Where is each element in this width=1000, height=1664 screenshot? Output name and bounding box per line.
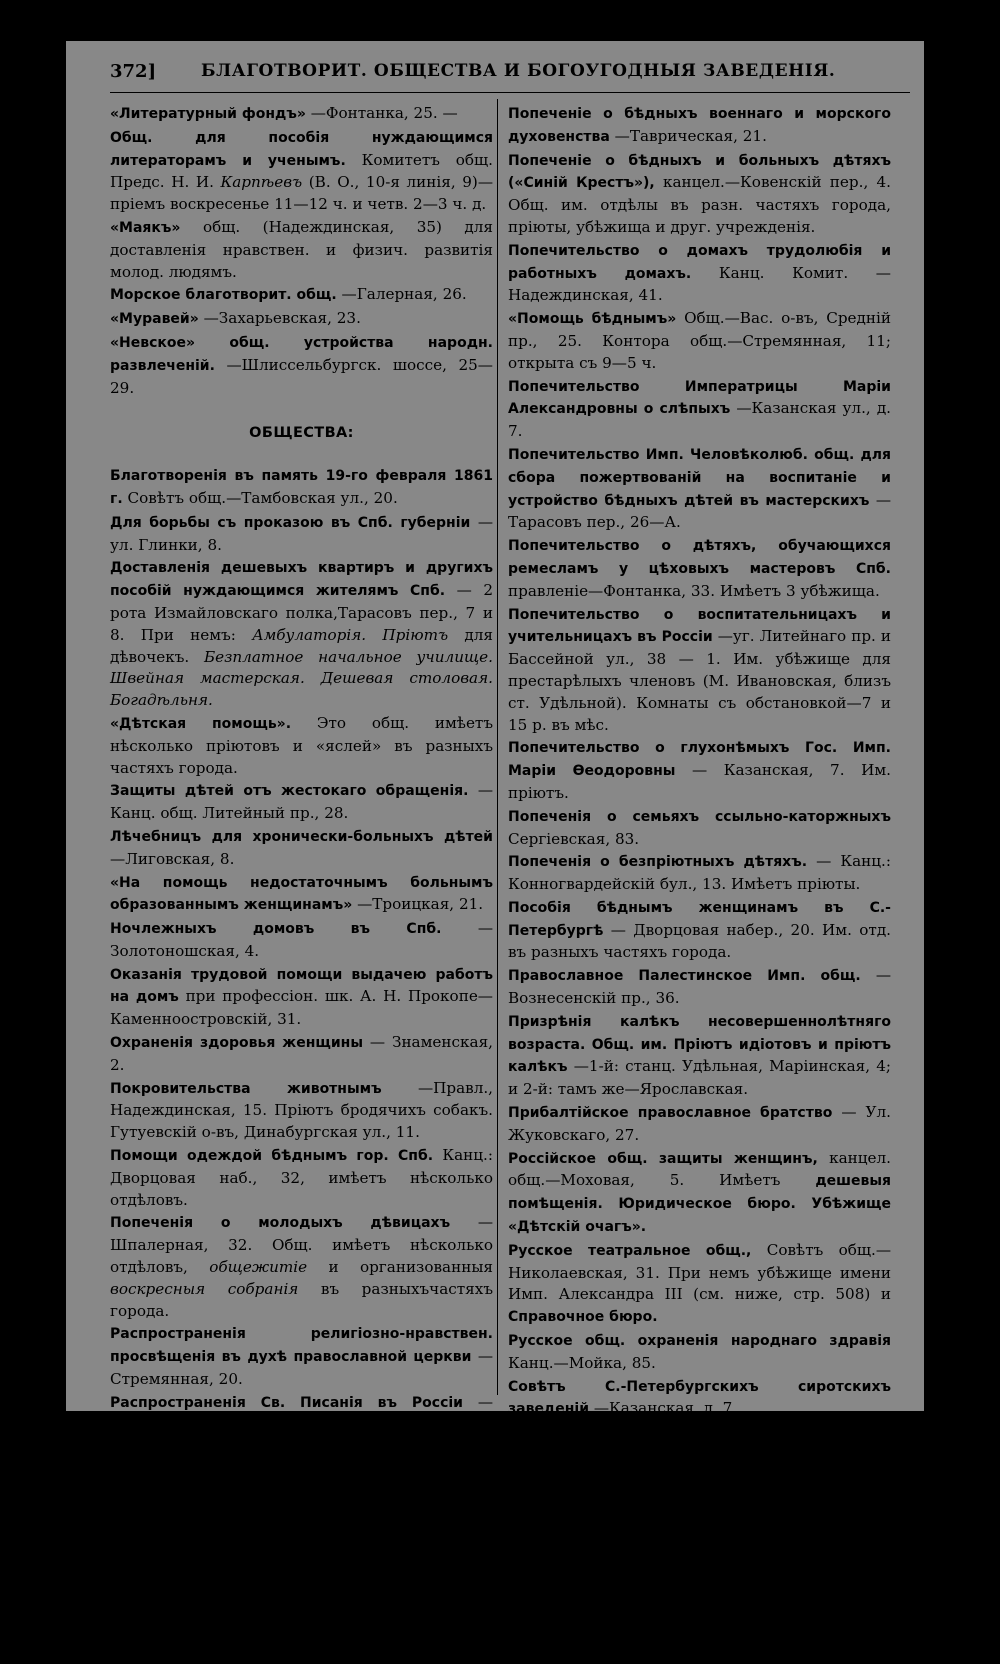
entry-italic-text: общежитіе bbox=[209, 1258, 308, 1277]
directory-entry bbox=[508, 737, 891, 804]
entry-name: Общ. для пособія нуждающимся литераторамъ и ученымъ. bbox=[110, 129, 493, 169]
entry-text: —уг. Литейнаго пр. и Бассейной ул., 38 — 1. Им. убѣжище для престарѣлыхъ членовъ (М. Ивановская, близъ ст. Удѣльной). Комнаты съ обстановкой—7 и 15 р. въ мѣс. bbox=[508, 627, 891, 734]
right-main-entries bbox=[508, 103, 891, 1626]
directory-entry bbox=[508, 535, 891, 602]
entry-name: Прибалтійское православное братство bbox=[508, 1105, 833, 1122]
directory-entry bbox=[508, 240, 891, 307]
entry-name: Попечительство о домахъ трудолюбія и работныхъ домахъ. bbox=[508, 242, 891, 282]
entry-text: при профессіон. шк. А. Н. Прокопе—Каменноостровскій, 31. bbox=[110, 987, 493, 1029]
entry-name: Призрѣнія калѣкъ несовершеннолѣтняго возраста. bbox=[508, 1013, 891, 1053]
directory-entry bbox=[110, 465, 493, 511]
directory-entry bbox=[110, 103, 493, 126]
right-column bbox=[508, 103, 891, 1627]
directory-entry bbox=[508, 1011, 891, 1101]
entry-text: —Казанская ул., д. 7. bbox=[508, 399, 891, 441]
directory-entry bbox=[508, 1148, 891, 1239]
entry-italic-text: Амбулаторія. Пріютъ bbox=[252, 625, 449, 644]
entry-italic-text: Карпѣевъ bbox=[220, 173, 303, 192]
entry-name: Пособія бѣднымъ женщинамъ въ С.-Петербургѣ bbox=[508, 899, 891, 939]
page-number: 372] bbox=[110, 61, 157, 82]
entry-name: Оказанія трудовой помощи выдачею работъ на домъ bbox=[110, 966, 493, 1006]
entry-text: — Спасская, 6. bbox=[508, 1582, 892, 1624]
entry-text: Совѣтъ общ.— Николаевская, 31. При немъ убѣжище имени Имп. Александра III (см. ниже, стр. 508) и bbox=[508, 1240, 892, 1304]
entry-text: Это общ. имѣетъ нѣсколько пріютовъ и «яслей» въ разныхъ частяхъ города. bbox=[110, 713, 493, 777]
entry-text: и организованныя bbox=[328, 1258, 494, 1277]
entry-name: дешевыя помѣщенія. Юридическое бюро. Убѣжище «Дѣтскій очагъ». bbox=[508, 1173, 891, 1236]
directory-entry bbox=[110, 332, 493, 399]
entry-text: —Таврическая, 21. bbox=[614, 126, 767, 145]
entry-name: Попечительство Имп. Человѣколюб. общ. для сбора пожертвованій на воспитаніе и устройство бѣдныхъ дѣтей въ мастерскихъ bbox=[508, 446, 891, 509]
directory-entry bbox=[508, 851, 891, 896]
entry-text: —Захарьевская, 23. bbox=[203, 309, 361, 328]
directory-entry bbox=[508, 376, 891, 443]
entry-text: канцел. общ.—Моховая, 5. Имѣетъ bbox=[508, 1148, 891, 1190]
entry-text: (Нѣмецкое общ.). — Посредническое бюро общ.—Невскій, 40. bbox=[508, 1491, 891, 1532]
entry-text: Общ.—Вас. о-въ, Средній пр., 25. Контора общ.—Стремянная, 11; открыта съ 9—5 ч. bbox=[508, 309, 891, 372]
directory-entry bbox=[110, 1323, 493, 1390]
entry-name: Морское благотворит. общ. bbox=[110, 287, 337, 304]
entry-text: —Правл., Надеждинская, 15. Пріютъ бродячихъ собакъ. Гутуевскій о-въ, Динабургская ул., 11. bbox=[110, 1078, 493, 1142]
directory-entry bbox=[110, 1032, 493, 1077]
entry-name: Русское общ. охраненія народнаго здравія bbox=[508, 1333, 891, 1350]
entry-text: правленіе—Фонтанка, 33. Имѣетъ 3 убѣжища. bbox=[508, 581, 880, 600]
entry-name: Спб. общ. вспомоществованія учительницамъ bbox=[508, 1470, 891, 1487]
entry-text: — Знаменская, 2. bbox=[110, 1033, 494, 1074]
entry-text: — Васильевск. о-въ, 1 лин., 34. bbox=[110, 1392, 493, 1434]
entry-text: —1-й: станц. Удѣльная, Маріинская, 4; и 2-й: тамъ же—Ярославская. bbox=[508, 1057, 892, 1099]
directory-entry bbox=[508, 1330, 891, 1375]
entry-name: Совѣтъ С.-Петербургскихъ сиротскихъ заведеній bbox=[508, 1378, 891, 1418]
directory-entry bbox=[110, 1145, 493, 1211]
entry-name: «На помощь недостаточнымъ больнымъ образованнымъ женщинамъ» bbox=[110, 874, 493, 914]
entry-text: Канц.—Мойка, 85. bbox=[508, 1353, 656, 1372]
entry-text: —Лиговская, 8. bbox=[110, 849, 235, 868]
entry-text: — Шпалерная, 32. Общ. имѣетъ нѣсколько отдѣловъ, bbox=[110, 1213, 493, 1277]
entry-text: — Казанская, 7. Им. пріютъ. bbox=[508, 761, 892, 802]
directory-entry bbox=[110, 713, 493, 779]
directory-entry bbox=[508, 1376, 891, 1422]
entry-name: Попеченія о безпріютныхъ дѣтяхъ. bbox=[508, 854, 808, 871]
entry-name: Попечительство о дѣтяхъ, обучающихся ремесламъ у цѣховыхъ мастеровъ Спб. bbox=[508, 538, 891, 577]
entry-text: — Канцелярія—Итальянская, 12; Правл.—ст. Сергіево, Балт. ж. д. bbox=[110, 1438, 494, 1502]
entry-name: Попечительство о воспитательницахъ и учительницахъ въ Россіи bbox=[508, 606, 891, 646]
entry-text: общ. (Надеждинская, 35) для доставленія нравствен. и физич. развитія молод. людямъ. bbox=[110, 217, 493, 281]
directory-entry bbox=[508, 308, 891, 374]
entry-text: —Фонтанка, 25. — bbox=[310, 104, 458, 122]
entry-italic-text: Безплатное начальное училище. Швейная мастерская. Дешевая столовая. Богадѣльня. bbox=[110, 647, 493, 710]
entry-name: Охраненія здоровья женщины bbox=[110, 1035, 364, 1052]
entry-text: —Офицерская, 48. bbox=[647, 1559, 797, 1577]
directory-entry bbox=[110, 826, 493, 871]
entry-name: Попечительство о глухонѣмыхъ Гос. Имп. Маріи Ѳеодоровны bbox=[508, 740, 891, 780]
entry-text: —Галерная, 26. bbox=[341, 285, 467, 304]
entry-name: Попеченія о молодыхъ дѣвицахъ bbox=[110, 1215, 451, 1232]
entry-name: Ночлежныхъ домовъ въ Спб. bbox=[110, 921, 442, 938]
directory-entry bbox=[508, 444, 891, 534]
directory-entry bbox=[110, 512, 493, 557]
entry-name: Доставленія дешевыхъ квартиръ и другихъ пособій нуждающимся жителямъ Спб. bbox=[110, 560, 493, 600]
directory-entry bbox=[110, 1212, 493, 1322]
entry-text: — ул. Глинки, 8. bbox=[110, 512, 493, 554]
entry-text: Канц.: Дворцовая наб., 32, имѣетъ нѣсколько отдѣловъ. bbox=[110, 1146, 493, 1209]
directory-entry bbox=[110, 780, 493, 825]
entry-name: Спб. общ. пособія потерпѣвшимъ отъ пожарна бѣдствія въ Спб. bbox=[508, 1538, 891, 1577]
entry-text: — Стремянная, 20. bbox=[110, 1347, 493, 1389]
entry-text: Канц. Комит. — Надеждинская, 41. bbox=[508, 263, 891, 305]
entry-text: — Ул. Жуковскаго, 27. bbox=[508, 1103, 892, 1144]
entry-name: Первый работный и ночлежный домъ для безпріютныхъ дѣтей и подростковъ, bbox=[110, 1576, 493, 1615]
directory-entry bbox=[508, 1468, 891, 1534]
entry-name: Попеченія о семьяхъ ссыльно-каторжныхъ bbox=[508, 808, 891, 825]
entry-text: Сергіевская, 83. bbox=[508, 829, 640, 848]
page-header bbox=[66, 41, 924, 89]
directory-entry bbox=[110, 1437, 493, 1503]
directory-entry bbox=[110, 918, 493, 963]
running-title: БЛАГОТВОРИТ. ОБЩЕСТВА И БОГОУГОДНЫЯ ЗАВЕДЕНІЯ. bbox=[201, 61, 836, 81]
entry-name: Русское театральное общ., bbox=[508, 1242, 752, 1259]
entry-name: Распространенія религіозно-нравствен. просвѣщенія въ духѣ православной церкви bbox=[110, 1326, 493, 1366]
entry-text: — Садовая, 86. bbox=[110, 1619, 494, 1661]
entry-name: Справочное бюро. bbox=[508, 1309, 658, 1326]
entry-name: Спб. общ. попеченія о душевно-больныхъ bbox=[508, 1584, 868, 1601]
directory-entry bbox=[508, 965, 891, 1010]
directory-entry bbox=[508, 604, 891, 737]
entry-name: Лѣчебницъ для хронически-больныхъ дѣтей bbox=[110, 828, 493, 845]
entry-text: — Дворцовая набер., 20. Им. отд. въ разныхъ частяхъ города. bbox=[508, 920, 892, 962]
entry-name: «Дѣтская помощь». bbox=[110, 715, 292, 732]
directory-entry bbox=[110, 872, 493, 918]
entry-name: Распространенія Св. Писанія въ Россіи bbox=[110, 1394, 463, 1411]
entry-name: Попеченіе о бѣдныхъ и больныхъ дѣтяхъ («Синій Крестъ»), bbox=[508, 152, 891, 192]
directory-entry bbox=[508, 806, 891, 851]
section-heading: ОБЩЕСТВА: bbox=[249, 425, 354, 442]
entry-name: «Невское» общ. устройства народн. развлеченій. bbox=[110, 334, 493, 374]
entry-text: Лѣсной, Ст.-Парголовск.пр., 53. bbox=[110, 1528, 494, 1570]
entry-name: Для борьбы съ проказою въ Спб. губерніи bbox=[110, 514, 471, 531]
entry-name: Благотворенія въ память 19-го февраля 1861 г. bbox=[110, 468, 493, 507]
entry-name: С.-Петербургское общ. врачебной помощи bbox=[508, 1425, 868, 1442]
directory-entry bbox=[110, 217, 493, 283]
entry-name: Попечительство Императрицы Маріи Александровны о слѣпыхъ bbox=[508, 378, 891, 418]
entry-text: канцел.—Ковенскій пер., 4. Общ. им. отдѣлы въ разн. частяхъ города, пріюты, убѣжища и друг. учрежденія. bbox=[508, 173, 891, 236]
directory-entry bbox=[508, 1240, 891, 1329]
entry-name: для устройства ихъ въ мастерство. bbox=[110, 1621, 397, 1638]
entry-name: Защиты дѣтей отъ жестокаго обращенія. bbox=[110, 783, 469, 800]
entry-name: Православное Палестинское Имп. общ. bbox=[508, 968, 861, 985]
entry-text: въ разныхъчастяхъ города. bbox=[110, 1279, 493, 1320]
directory-entry bbox=[110, 1392, 493, 1437]
entry-name: Россійское общ. защиты женщинъ, bbox=[508, 1150, 818, 1167]
left-main-entries bbox=[110, 465, 493, 1663]
entry-name: «Маякъ» bbox=[110, 219, 181, 236]
directory-entry bbox=[508, 150, 891, 239]
entry-italic-text: воскресныя собранія bbox=[110, 1279, 299, 1298]
left-column bbox=[110, 103, 493, 1664]
entry-text: — Николаевская, 2. bbox=[508, 1423, 891, 1465]
entry-text: — 2 рота Измайловскаго полка,Тарасовъ пер., 7 и 8. При немъ: bbox=[110, 581, 493, 644]
entry-text: Совѣтъ общ.—Тамбовская ул., 20. bbox=[127, 488, 398, 507]
entry-text: съ бюро bbox=[425, 1597, 494, 1615]
directory-entry bbox=[110, 127, 493, 216]
entry-name: «Муравей» bbox=[110, 311, 199, 328]
entry-text: — Тарасовъ пер., 26—А. bbox=[508, 490, 892, 532]
left-top-entries bbox=[110, 103, 493, 399]
entry-name: Ревнителей вѣры и милосердія bbox=[110, 1440, 372, 1457]
book-page bbox=[66, 41, 924, 1661]
entry-name: Попеченія о выздоравливающихъ и слабосильныхъ. bbox=[110, 1507, 493, 1547]
entry-name: «Литературный фондъ» bbox=[110, 106, 306, 122]
entry-text: —Казанская, д. 7. bbox=[593, 1399, 738, 1418]
directory-entry bbox=[508, 897, 891, 964]
directory-entry bbox=[110, 308, 493, 331]
entry-text: Комитетъ общ. Предс. Н. И. bbox=[110, 150, 493, 192]
directory-entry bbox=[508, 1535, 891, 1581]
entry-name: Покровительства животнымъ bbox=[110, 1080, 382, 1097]
entry-name: «Помощь бѣднымъ» bbox=[508, 311, 677, 328]
directory-entry bbox=[110, 1078, 493, 1144]
entry-text: — Вознесенскій пр., 36. bbox=[508, 966, 891, 1008]
directory-entry bbox=[508, 1102, 891, 1147]
entry-name: Помощи одеждой бѣднымъ гор. Спб. bbox=[110, 1148, 434, 1165]
directory-entry bbox=[110, 1573, 493, 1663]
directory-entry bbox=[508, 1422, 891, 1467]
directory-entry bbox=[110, 964, 493, 1031]
entry-name: Общ. им. Пріютъ идіотовъ и пріютъ калѣкъ bbox=[508, 1036, 892, 1076]
entry-text: — Канц.: Конногвардейскій бул., 13. Имѣетъ пріюты. bbox=[508, 852, 891, 894]
entry-text: — Канц. общ. Литейный пр., 28. bbox=[110, 781, 493, 823]
header-rule bbox=[110, 92, 910, 93]
entry-text: —Золотоношская, 4. bbox=[110, 919, 493, 960]
entry-name: Попеченіе о бѣдныхъ военнаго и морского духовенства bbox=[508, 106, 891, 145]
entry-text: —Троицкая, 21. bbox=[357, 895, 484, 914]
entry-text: (В. О., 10-я линія, 9)—пріемъ воскресенье 11—12 ч. и четв. 2—3 ч. д. bbox=[110, 173, 494, 214]
directory-entry bbox=[110, 557, 493, 712]
directory-entry bbox=[508, 1582, 891, 1627]
column-divider bbox=[497, 99, 498, 1395]
entry-text: —Шлиссельбургск. шоссе, 25—29. bbox=[110, 355, 493, 397]
directory-entry bbox=[110, 1505, 493, 1572]
entry-text: для дѣвочекъ. bbox=[110, 625, 493, 666]
directory-entry bbox=[508, 103, 891, 149]
directory-entry bbox=[110, 284, 493, 307]
